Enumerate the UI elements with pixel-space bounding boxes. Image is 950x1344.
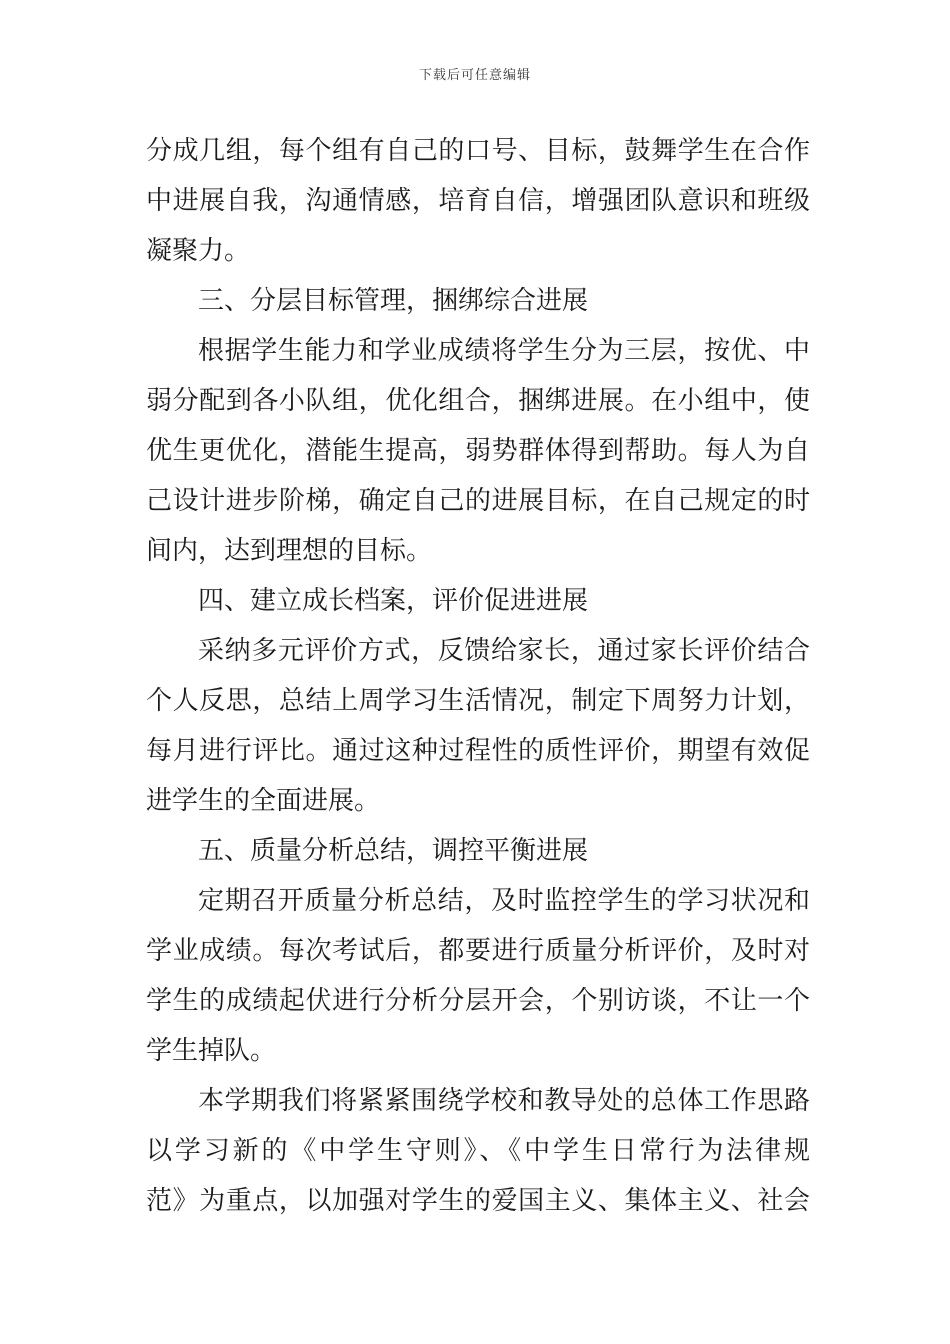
section-heading: 三、分层目标管理，捆绑综合进展 — [198, 286, 589, 316]
text-line: 间内，达到理想的目标。 — [146, 536, 433, 566]
text-line: 中进展自我，沟通情感，培育自信，增强团队意识和班级 — [146, 186, 810, 216]
text-line: 定期召开质量分析总结，及时监控学生的学习状况和 — [198, 886, 810, 916]
text-line: 范》为重点，以加强对学生的爱国主义、集体主义、社会 — [146, 1186, 810, 1216]
text-line: 己设计进步阶梯，确定自己的进展目标，在自己规定的时 — [146, 486, 810, 516]
text-line: 每月进行评比。通过这种过程性的质性评价，期望有效促 — [146, 736, 810, 766]
text-line: 优生更优化，潜能生提高，弱势群体得到帮助。每人为自 — [146, 436, 810, 466]
text-line: 以学习新的《中学生守则》、《中学生日常行为法律规 — [146, 1136, 810, 1166]
text-line: 学生掉队。 — [146, 1036, 277, 1066]
text-line: 个人反思，总结上周学习生活情况，制定下周努力计划， — [146, 686, 810, 716]
text-line: 学生的成绩起伏进行分析分层开会，个别访谈，不让一个 — [146, 986, 810, 1016]
text-line: 学业成绩。每次考试后，都要进行质量分析评价，及时对 — [146, 936, 810, 966]
text-line: 凝聚力。 — [146, 236, 251, 266]
text-line: 弱分配到各小队组，优化组合，捆绑进展。在小组中，使 — [146, 386, 810, 416]
section-heading: 四、建立成长档案，评价促进进展 — [198, 586, 589, 616]
text-line: 根据学生能力和学业成绩将学生分为三层，按优、中 — [198, 336, 810, 366]
body-text — [146, 126, 810, 1226]
section-heading: 五、质量分析总结，调控平衡进展 — [198, 836, 589, 866]
text-line: 分成几组，每个组有自己的口号、目标，鼓舞学生在合作 — [146, 136, 810, 166]
text-line: 采纳多元评价方式，反馈给家长，通过家长评价结合 — [198, 636, 810, 666]
page-header: 下载后可任意编辑 — [418, 68, 531, 83]
text-line: 本学期我们将紧紧围绕学校和教导处的总体工作思路 — [198, 1086, 810, 1116]
text-line: 进学生的全面进展。 — [146, 786, 381, 816]
